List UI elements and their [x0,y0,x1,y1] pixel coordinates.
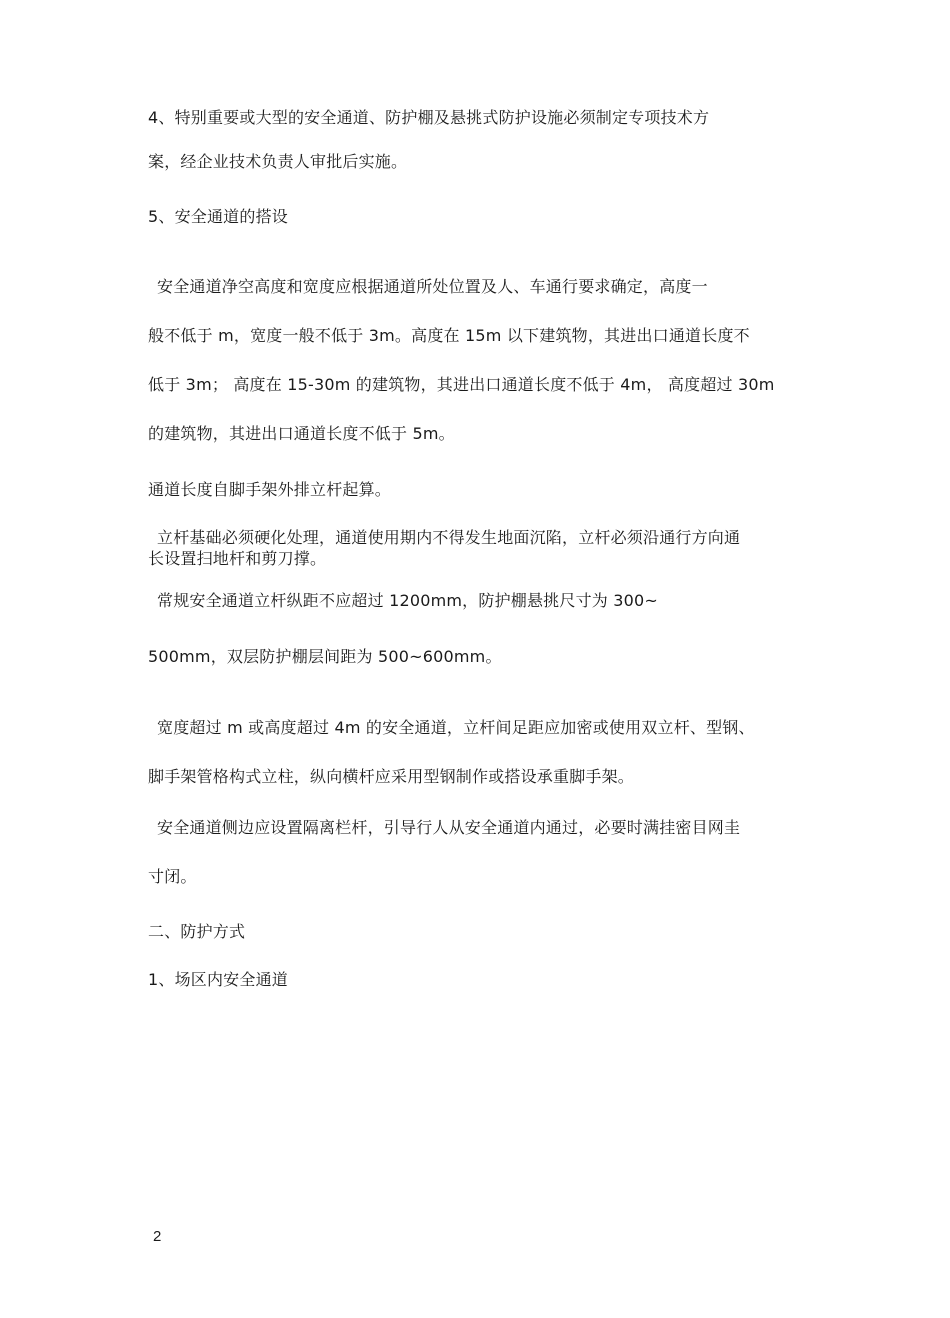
text-line-4: 安全通道净空高度和宽度应根据通道所处位置及人、车通行要求确定，高度一 [157,277,708,296]
text-line-13: 宽度超过 m 或高度超过 4m 的安全通道，立杆间足距应加密或使用双立杆、型钢、 [157,718,755,737]
text-line-9: 立杆基础必须硬化处理，通道使用期内不得发生地面沉陷，立杆必须沿通行方向通 [157,528,741,547]
text-line-1: 4、特别重要或大型的安全通道、防护棚及悬挑式防护设施必须制定专项技术方 [148,108,710,127]
text-line-6: 低于 3m； 高度在 15-30m 的建筑物，其进出口通道长度不低于 4m， 高度超过 30m [148,375,775,394]
text-line-14: 脚手架管格构式立柱，纵向横杆应采用型钢制作或搭设承重脚手架。 [148,767,635,786]
text-line-7: 的建筑物，其进出口通道长度不低于 5m。 [148,424,455,443]
text-line-8: 通道长度自脚手架外排立杆起算。 [148,480,392,499]
text-line-15: 安全通道侧边应设置隔离栏杆，引导行人从安全通道内通过，必要时满挂密目网圭 [157,818,741,837]
text-line-11: 常规安全通道立杆纵距不应超过 1200mm，防护棚悬挑尺寸为 300~ [157,591,659,610]
text-line-2: 案，经企业技术负责人审批后实施。 [148,152,408,171]
section-heading-5: 5、安全通道的搭设 [148,207,288,226]
subsection-heading-1: 1、场区内安全通道 [148,970,288,989]
text-line-16: 寸闭。 [148,867,197,886]
section-heading-2: 二、防护方式 [148,922,246,941]
text-line-12: 500mm，双层防护棚层间距为 500~600mm。 [148,647,502,666]
text-line-5: 般不低于 m，宽度一般不低于 3m。高度在 15m 以下建筑物，其进出口通道长度不 [148,326,750,345]
text-line-10: 长设置扫地杆和剪刀撑。 [148,549,327,568]
page-number: 2 [153,1228,162,1245]
